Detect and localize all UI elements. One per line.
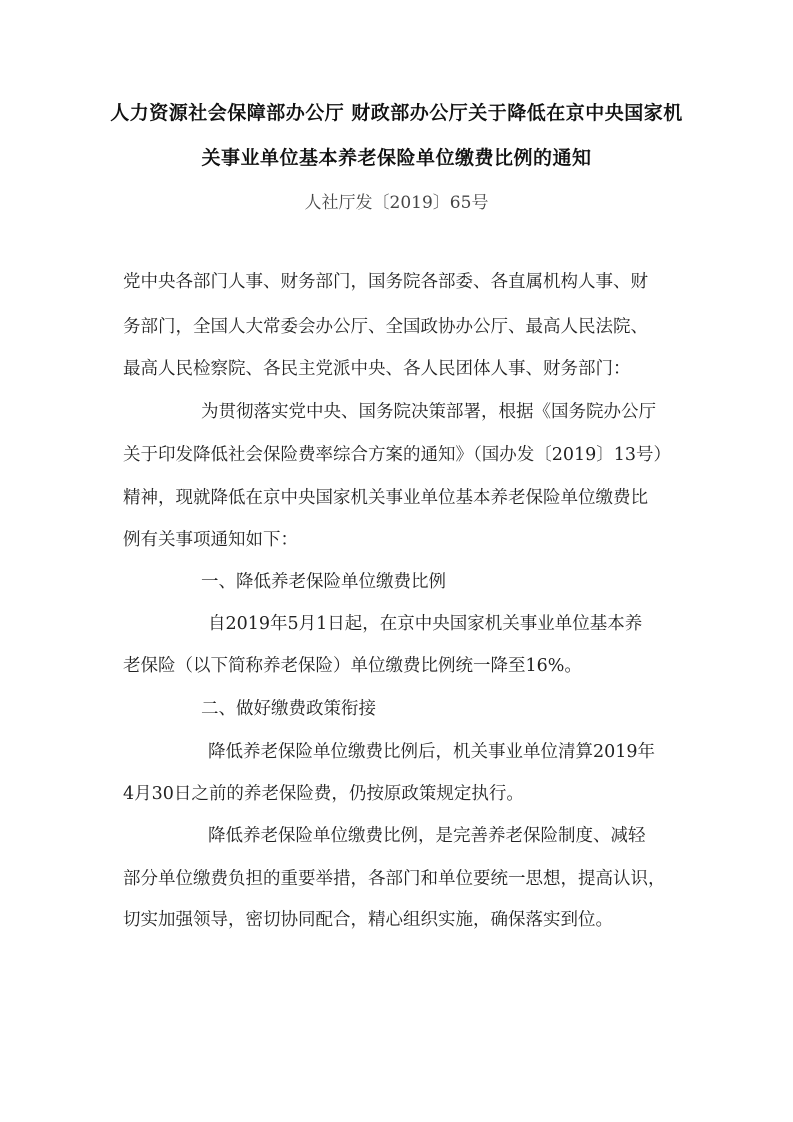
- closing-line-3: 切实加强领导，密切协同配合，精心组织实施，确保落实到位。: [123, 910, 613, 930]
- intro-line-1: 为贯彻落实党中央、国务院决策部署，根据《国务院办公厅: [201, 402, 656, 422]
- addressee-line-3: 最高人民检察院、各民主党派中央、各人民团体人事、财务部门：: [123, 359, 631, 379]
- intro-line-4: 例有关事项通知如下：: [123, 530, 298, 550]
- section-2-body-line-2: 4月30日之前的养老保险费，仍按原政策规定执行。: [123, 784, 524, 804]
- section-2-heading: 二、做好缴费政策衔接: [201, 699, 376, 719]
- document-title-line-2: 关事业单位基本养老保险单位缴费比例的通知: [201, 147, 592, 169]
- addressee-line-1: 党中央各部门人事、财务部门，国务院各部委、各直属机构人事、财: [123, 272, 648, 292]
- document-number: 人社厅发〔2019〕65号: [304, 193, 489, 213]
- closing-line-1: 降低养老保险单位缴费比例，是完善养老保险制度、减轻: [208, 826, 646, 846]
- intro-line-2: 关于印发降低社会保险费率综合方案的通知》（国办发〔2019〕13号）: [123, 445, 672, 465]
- document-title-line-1: 人力资源社会保障部办公厅 财政部办公厅关于降低在京中央国家机: [110, 102, 683, 124]
- section-2-body-line-1: 降低养老保险单位缴费比例后，机关事业单位清算2019年: [208, 742, 656, 762]
- section-1-heading: 一、降低养老保险单位缴费比例: [201, 572, 446, 592]
- addressee-line-2: 务部门，全国人大常委会办公厅、全国政协办公厅、最高人民法院、: [123, 317, 648, 337]
- closing-line-2: 部分单位缴费负担的重要举措，各部门和单位要统一思想，提高认识，: [123, 869, 666, 889]
- section-1-body-line-2: 老保险（以下简称养老保险）单位缴费比例统一降至16%。: [123, 656, 582, 676]
- intro-line-3: 精神，现就降低在京中央国家机关事业单位基本养老保险单位缴费比: [123, 488, 648, 508]
- section-1-body-line-1: 自2019年5月1日起，在京中央国家机关事业单位基本养: [208, 614, 643, 634]
